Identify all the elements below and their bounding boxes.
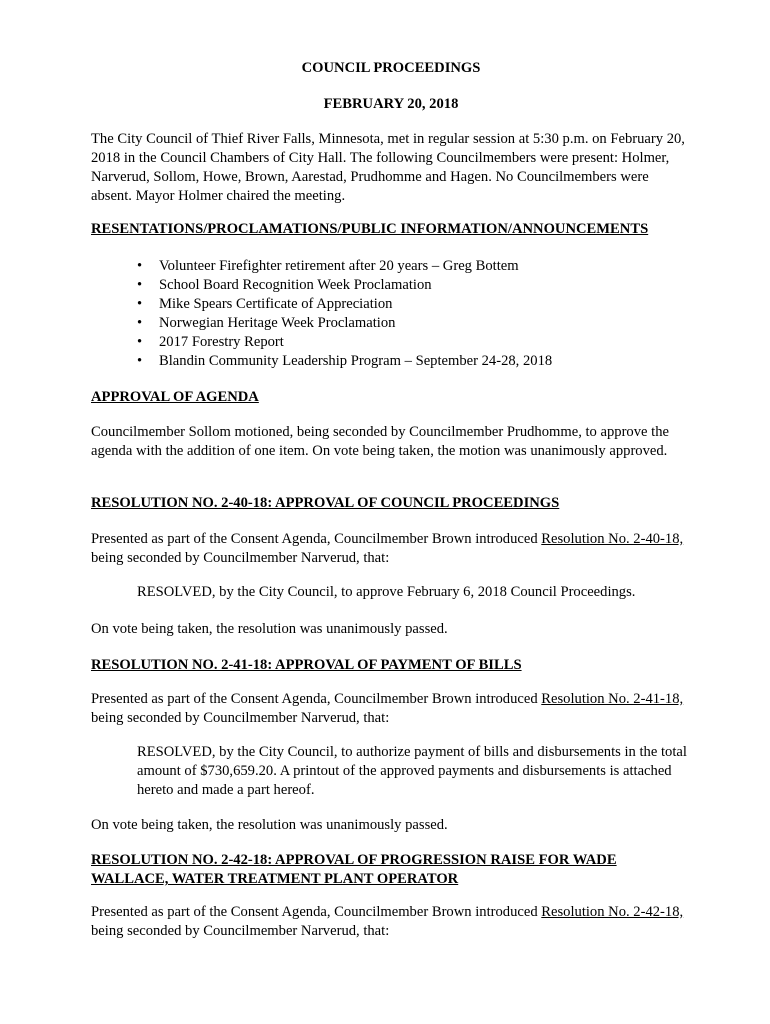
resolution-2-42-reference: Resolution No. 2-42-18, xyxy=(541,904,684,920)
meeting-date: FEBRUARY 20, 2018 xyxy=(323,96,459,112)
resolution-2-42-intro xyxy=(91,903,691,941)
resolution-2-41-vote: On vote being taken, the resolution was unanimously passed. xyxy=(91,817,448,833)
intro-text: being seconded by Councilmember Narverud, that: xyxy=(91,923,390,939)
resolution-2-40-reference: Resolution No. 2-40-18, xyxy=(541,531,684,547)
list-item: • Mike Spears Certificate of Appreciation xyxy=(137,295,737,314)
agenda-heading: APPROVAL OF AGENDA xyxy=(91,389,259,405)
resolution-2-41-reference: Resolution No. 2-41-18, xyxy=(541,691,684,707)
resolution-2-41-resolved: RESOLVED, by the City Council, to authorize payment of bills and disbursements in the total amount of $730,659.20. A printout of the approved payments and disbursements is attached hereto and made a part hereof. xyxy=(137,744,687,798)
resolution-2-40-vote: On vote being taken, the resolution was unanimously passed. xyxy=(91,621,448,637)
resolution-2-40-intro xyxy=(91,530,691,568)
resolution-2-41-intro xyxy=(91,690,691,728)
document-title: COUNCIL PROCEEDINGS xyxy=(301,60,481,76)
list-item: • Volunteer Firefighter retirement after 20 years – Greg Bottem xyxy=(137,257,737,276)
resolution-2-42-heading: RESOLUTION NO. 2-42-18: APPROVAL OF PROGRESSION RAISE FOR WADE xyxy=(91,852,617,868)
agenda-paragraph: Councilmember Sollom motioned, being seconded by Councilmember Prudhomme, to approve the agenda with the addition of one item. On vote being taken, the motion was unanimously approved. xyxy=(91,424,669,459)
intro-text: Presented as part of the Consent Agenda, Councilmember Brown introduced xyxy=(91,531,542,547)
list-item: • Norwegian Heritage Week Proclamation xyxy=(137,314,737,333)
list-item: • Blandin Community Leadership Program – September 24-28, 2018 xyxy=(137,352,737,371)
presentations-list xyxy=(137,257,737,371)
intro-text: Presented as part of the Consent Agenda, Councilmember Brown introduced xyxy=(91,691,542,707)
list-item: • School Board Recognition Week Proclamation xyxy=(137,276,737,295)
list-item: • 2017 Forestry Report xyxy=(137,333,737,352)
intro-text: being seconded by Councilmember Narverud, that: xyxy=(91,710,390,726)
presentations-heading: RESENTATIONS/PROCLAMATIONS/PUBLIC INFORMATION/ANNOUNCEMENTS xyxy=(91,221,649,237)
resolution-2-40-heading: RESOLUTION NO. 2-40-18: APPROVAL OF COUNCIL PROCEEDINGS xyxy=(91,495,560,511)
resolution-2-41-heading: RESOLUTION NO. 2-41-18: APPROVAL OF PAYMENT OF BILLS xyxy=(91,657,522,673)
intro-text: Presented as part of the Consent Agenda, Councilmember Brown introduced xyxy=(91,904,542,920)
intro-paragraph: The City Council of Thief River Falls, Minnesota, met in regular session at 5:30 p.m. on February 20, 2018 in the Council Chambers of City Hall. The following Councilmembers were present: Holmer, Narverud, Sollom, Howe, Brown, Aarestad, Prudhomme and Hagen. No Councilmembers were absent. Mayor Holmer chaired the meeting. xyxy=(91,131,685,204)
resolution-2-40-resolved: RESOLVED, by the City Council, to approve February 6, 2018 Council Proceedings. xyxy=(137,584,636,600)
resolution-2-42-heading-cont: WALLACE, WATER TREATMENT PLANT OPERATOR xyxy=(91,871,459,887)
intro-text: being seconded by Councilmember Narverud, that: xyxy=(91,550,390,566)
